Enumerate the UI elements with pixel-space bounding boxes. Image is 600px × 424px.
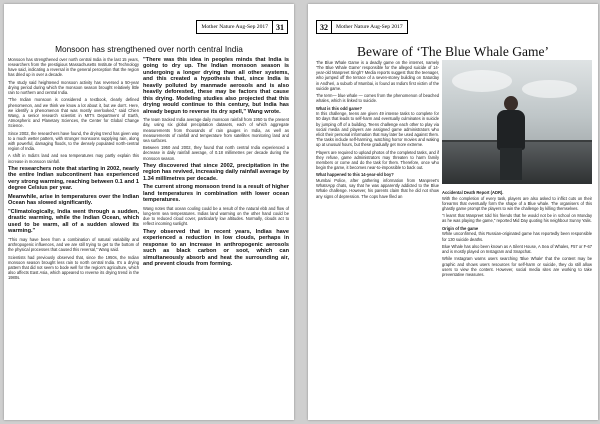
paragraph: "The Indian monsoon is considered a textbook, clearly defined phenomenon, and we think we know a lot about it, but we don't. Here, we identify a phenomenon that was mostly overlooked," said Chien Wang, a senior research scientist in MIT's Department of Earth, Atmospheric and Planetary Sciences, the Center for Global Change Science.: [8, 97, 139, 129]
section-heading: Accidental Death Report (ADR).: [442, 190, 504, 195]
paragraph: "Climatologically, India went through a sudden, drastic warming, while the Indian Ocean, which used to be warm, all of a sudden slowed its warming.": [8, 209, 139, 235]
right-page: [308, 4, 598, 420]
paragraph: The team tracked India average daily monsoon rainfall from 1950 to the present day, using six global precipitation datasets, each of which aggregate measurements from thousands of rain gauges in India, as well as measurements of rainfall and temperature from satellites monitoring land and sea surfaces.: [143, 117, 289, 143]
paragraph: While unconfirmed, this Russian-originated game has reportedly been responsible for 130 suicide deaths.: [442, 231, 592, 242]
paragraph: The study said heightened monsoon activity has reversed a 50-year drying period during which the monsoon season brought relatively little rain to northern and central India.: [8, 79, 139, 96]
paragraph: The current strong monsoon trend is a result of higher land temperatures in combination with lower ocean temperatures.: [143, 184, 289, 204]
paragraph: Between 1950 and 2002, they found that north central India experienced a decrease in daily rainfall average, of 0.18 millimetres per decade during the monsoon season.: [143, 145, 289, 161]
left-page: [4, 4, 294, 420]
paragraph: Monsoon has strengthened over north central India in the last 15 years, researchers from the prestigious Massachusetts Institute of Technology have said, indicating a reversal in the general perception that the region has dried up in over a decade.: [8, 57, 139, 78]
page-number: 31: [273, 20, 288, 34]
paragraph: Meanwhile, arise in temperatures over the Indian Ocean has slowed significantly.: [8, 193, 139, 207]
article-column-2: [143, 57, 289, 417]
magazine-name: Mother Nature Aug-Sep 2017: [196, 20, 273, 34]
article-title: Beware of ‘The Blue Whale Game’: [356, 44, 550, 59]
paragraph: "I learnt that Manpreet told his friends that he would not be in school on Monday as he was playing the game," reported Mid Day quoting his neighbour Sunny Yalis.: [442, 213, 592, 224]
page-number: 32: [316, 20, 331, 34]
page-header: [316, 20, 408, 34]
paragraph: The term— blue whale — comes from the phenomenon of beached whales, which is linked to suicide.: [316, 93, 439, 104]
paragraph: With the completion of every task, players are also asked to inflict cuts on their forearms that eventually form the shape of a Blue whale. The organisers of this ghastly game prompt the players to win the challenge by killing themselves.: [442, 195, 592, 211]
page-header: [196, 20, 288, 34]
paragraph: A shift in India's land and sea temperatures may partly explain this increase in monsoon rainfall.: [8, 153, 139, 164]
paragraph: In this challenge, teens are given 49 intense tasks to complete for 50 days that leads to self-harm and eventually culminates in suicide by jumping off of a building. Teens challenge each other to play via social media and players are assigned game administrators who elicit their personal information that may later be used against them. The tasks include self-harming, watching horror movies and waking up at unusual hours, but these gradually get more extreme.: [316, 111, 439, 148]
paragraph: Mumbai Police, after gathering information from Manpreet's WhatsApp chats, say that he was apparently addicted to the Blue Whale challenge. However, his parents claim that he did not show any signs of depression. The cops have filed an: [316, 178, 439, 199]
paragraph: While Instagram warns users searching 'Blue Whale' that the content may be graphic and shows users resources for self-harm or suicide, they do still allow users to view the content. However, social media sites are working to take preventative measures.: [442, 256, 592, 277]
section-heading: What is this odd game?: [316, 105, 362, 111]
section-heading: What happened to this 14-year-old boy?: [316, 172, 394, 178]
article-column-1: [8, 57, 139, 417]
section-heading: Origin of the game: [442, 225, 479, 231]
paragraph: They observed that in recent years, Indias have experienced a reduction in low clouds, perhaps in response to an increase in anthropogenic aerosols such as black carbon or soot, which can simultaneously absorb and heat the surrounding air, and prevent clouds from forming.: [143, 228, 289, 268]
article-column-2: [442, 190, 592, 415]
paragraph: Wang notes that ocean cooling could be a result of the natural ebb and flow of long-term sea temperatures. Indias land warming on the other hand could be due to reduced cloud cover, particularly low altitudes. Normally, clouds act to reflect incoming sunlight.: [143, 205, 289, 227]
article-column-1: [316, 60, 439, 415]
article-photo: [442, 60, 592, 184]
paragraph: Players are required to upload photos of the completed tasks, and if they refuse, game administrators may threaten to harm family members or come and do the task for them. Therefore, once who begin the game, it becomes near-to-impossible to back out.: [316, 149, 439, 171]
article-title: Monsoon has strengthened over north central India: [55, 44, 243, 54]
paragraph: "This may have been from a combination of natural variability and anthropogenic influences, and we are still trying to get to the bottom of the physical processes that caused this reversal," Wang said.: [8, 237, 139, 253]
magazine-name: Mother Nature Aug-Sep 2017: [331, 20, 408, 34]
paragraph: "There was this idea in peoples minds that India is going to dry up. The Indian monsoon season is undergoing a longer drying than all other systems, and this created a hypothesis that, since India is heavily polluted by manmade aerosols and is also heavily deforested, these may be factors that cause this drying. Modeling studies also projected that this drying would continue to this century, but India has already begun to reverse its dry spell," Wang wrote.: [143, 57, 289, 115]
paragraph: The Blue Whale Game is a deadly game on the internet, namely 'The Blue Whale Game' responsible for the alleged suicide of 14-year-old Manpreet Singh? Media reports suggest that the teenager, who jumped off the terrace of a seven-storey building on Saturday in Andheri, a suburb of Mumbai, is found as India's first victim of the suicide game.: [316, 60, 439, 91]
paragraph: Scientists had previously observed that, since the 1950s, the Indian monsoon season brought less rain to north central India. It's a drying pattern that did not seem to bode well for the region's agriculture, which also affects East Asia, which appeared to reverse its drying trend in the 1980s.: [8, 254, 139, 281]
paragraph: They discovered that since 2002, precipitation in the region has revived, increasing daily rainfall average by 1.34 millimetres per decade.: [143, 162, 289, 182]
paragraph: Since 2002, the researchers have found, the drying trend has given way to a much wetter pattern, with stronger monsoons supplying rain, along with powerful, damaging floods, to the densely populated north-central region of India.: [8, 130, 139, 152]
paragraph: Blue Whale has also been known as A Silent House, A Sea of Whales, F57 or F-67 and is mostly played on Instagram and Snapchat.: [442, 243, 592, 255]
paragraph: The researchers note that starting in 2002, nearly the entire Indian subcontinent has experienced very strong warming, reaching between 0.1 and 1 degree Celsius per year.: [8, 165, 139, 192]
person-figure: [504, 96, 518, 111]
